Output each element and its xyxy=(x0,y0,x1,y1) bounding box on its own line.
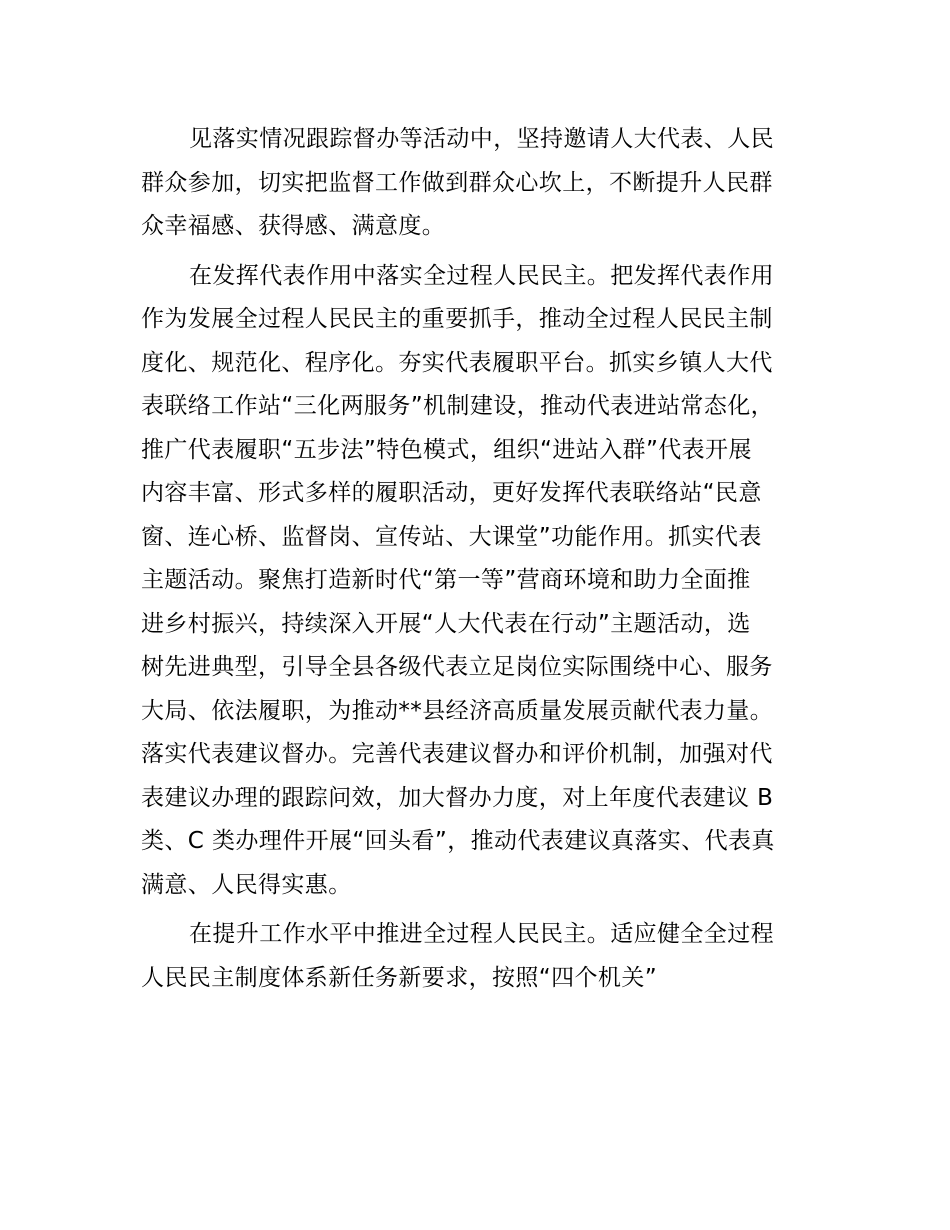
text-line: 度化、规范化、程序化。夯实代表履职平台。抓实乡镇人大代 xyxy=(141,349,773,376)
text-line: 见落实情况跟踪督办等活动中，坚持邀请人大代表、人民 xyxy=(189,126,774,152)
paragraph-3 xyxy=(141,913,821,1000)
text-line: 群众参加，切实把监督工作做到群众心坎上，不断提升人民群 xyxy=(141,169,773,196)
text-line: 人民民主制度体系新任务新要求，按照“四个机关” xyxy=(141,964,658,991)
text-line: 众幸福感、获得感、满意度。 xyxy=(141,213,446,239)
text-line: 落实代表建议督办。完善代表建议督办和评价机制，加强对代 xyxy=(141,741,773,767)
text-line: 作为发展全过程人民民主的重要抓手，推动全过程人民民主制 xyxy=(141,306,773,332)
paragraph-1 xyxy=(141,118,821,249)
text-line: 进乡村振兴，持续深入开展“人大代表在行动”主题活动，选 xyxy=(141,610,751,637)
text-line: 表建议办理的跟踪问效，加大督办力度，对上年度代表建议 B xyxy=(141,784,774,811)
text-line: 满意、人民得实惠。 xyxy=(141,871,352,898)
text-line: 树先进典型，引导全县各级代表立足岗位实际围绕中心、服务 xyxy=(141,654,773,680)
text-line: 推广代表履职“五步法”特色模式，组织“进站入群”代表开展 xyxy=(141,436,752,463)
text-line: 大局、依法履职，为推动**县经济高质量发展贡献代表力量。 xyxy=(141,697,774,724)
text-line: 表联络工作站“三化两服务”机制建设，推动代表进站常态化， xyxy=(141,393,775,419)
text-line: 内容丰富、形式多样的履职活动，更好发挥代表联络站“民意 xyxy=(141,480,762,506)
text-line: 在发挥代表作用中落实全过程人民民主。把发挥代表作用 xyxy=(189,262,774,289)
paragraph-2 xyxy=(141,255,821,908)
document-body xyxy=(141,118,821,1006)
text-line: 窗、连心桥、监督岗、宣传站、大课堂”功能作用。抓实代表 xyxy=(141,523,762,550)
text-line: 主题活动。聚焦打造新时代“第一等”营商环境和助力全面推 xyxy=(141,567,751,593)
text-line: 在提升工作水平中推进全过程人民民主。适应健全全过程 xyxy=(189,921,774,947)
text-line: 类、C 类办理件开展“回头看”，推动代表建议真落实、代表真 xyxy=(141,828,775,854)
